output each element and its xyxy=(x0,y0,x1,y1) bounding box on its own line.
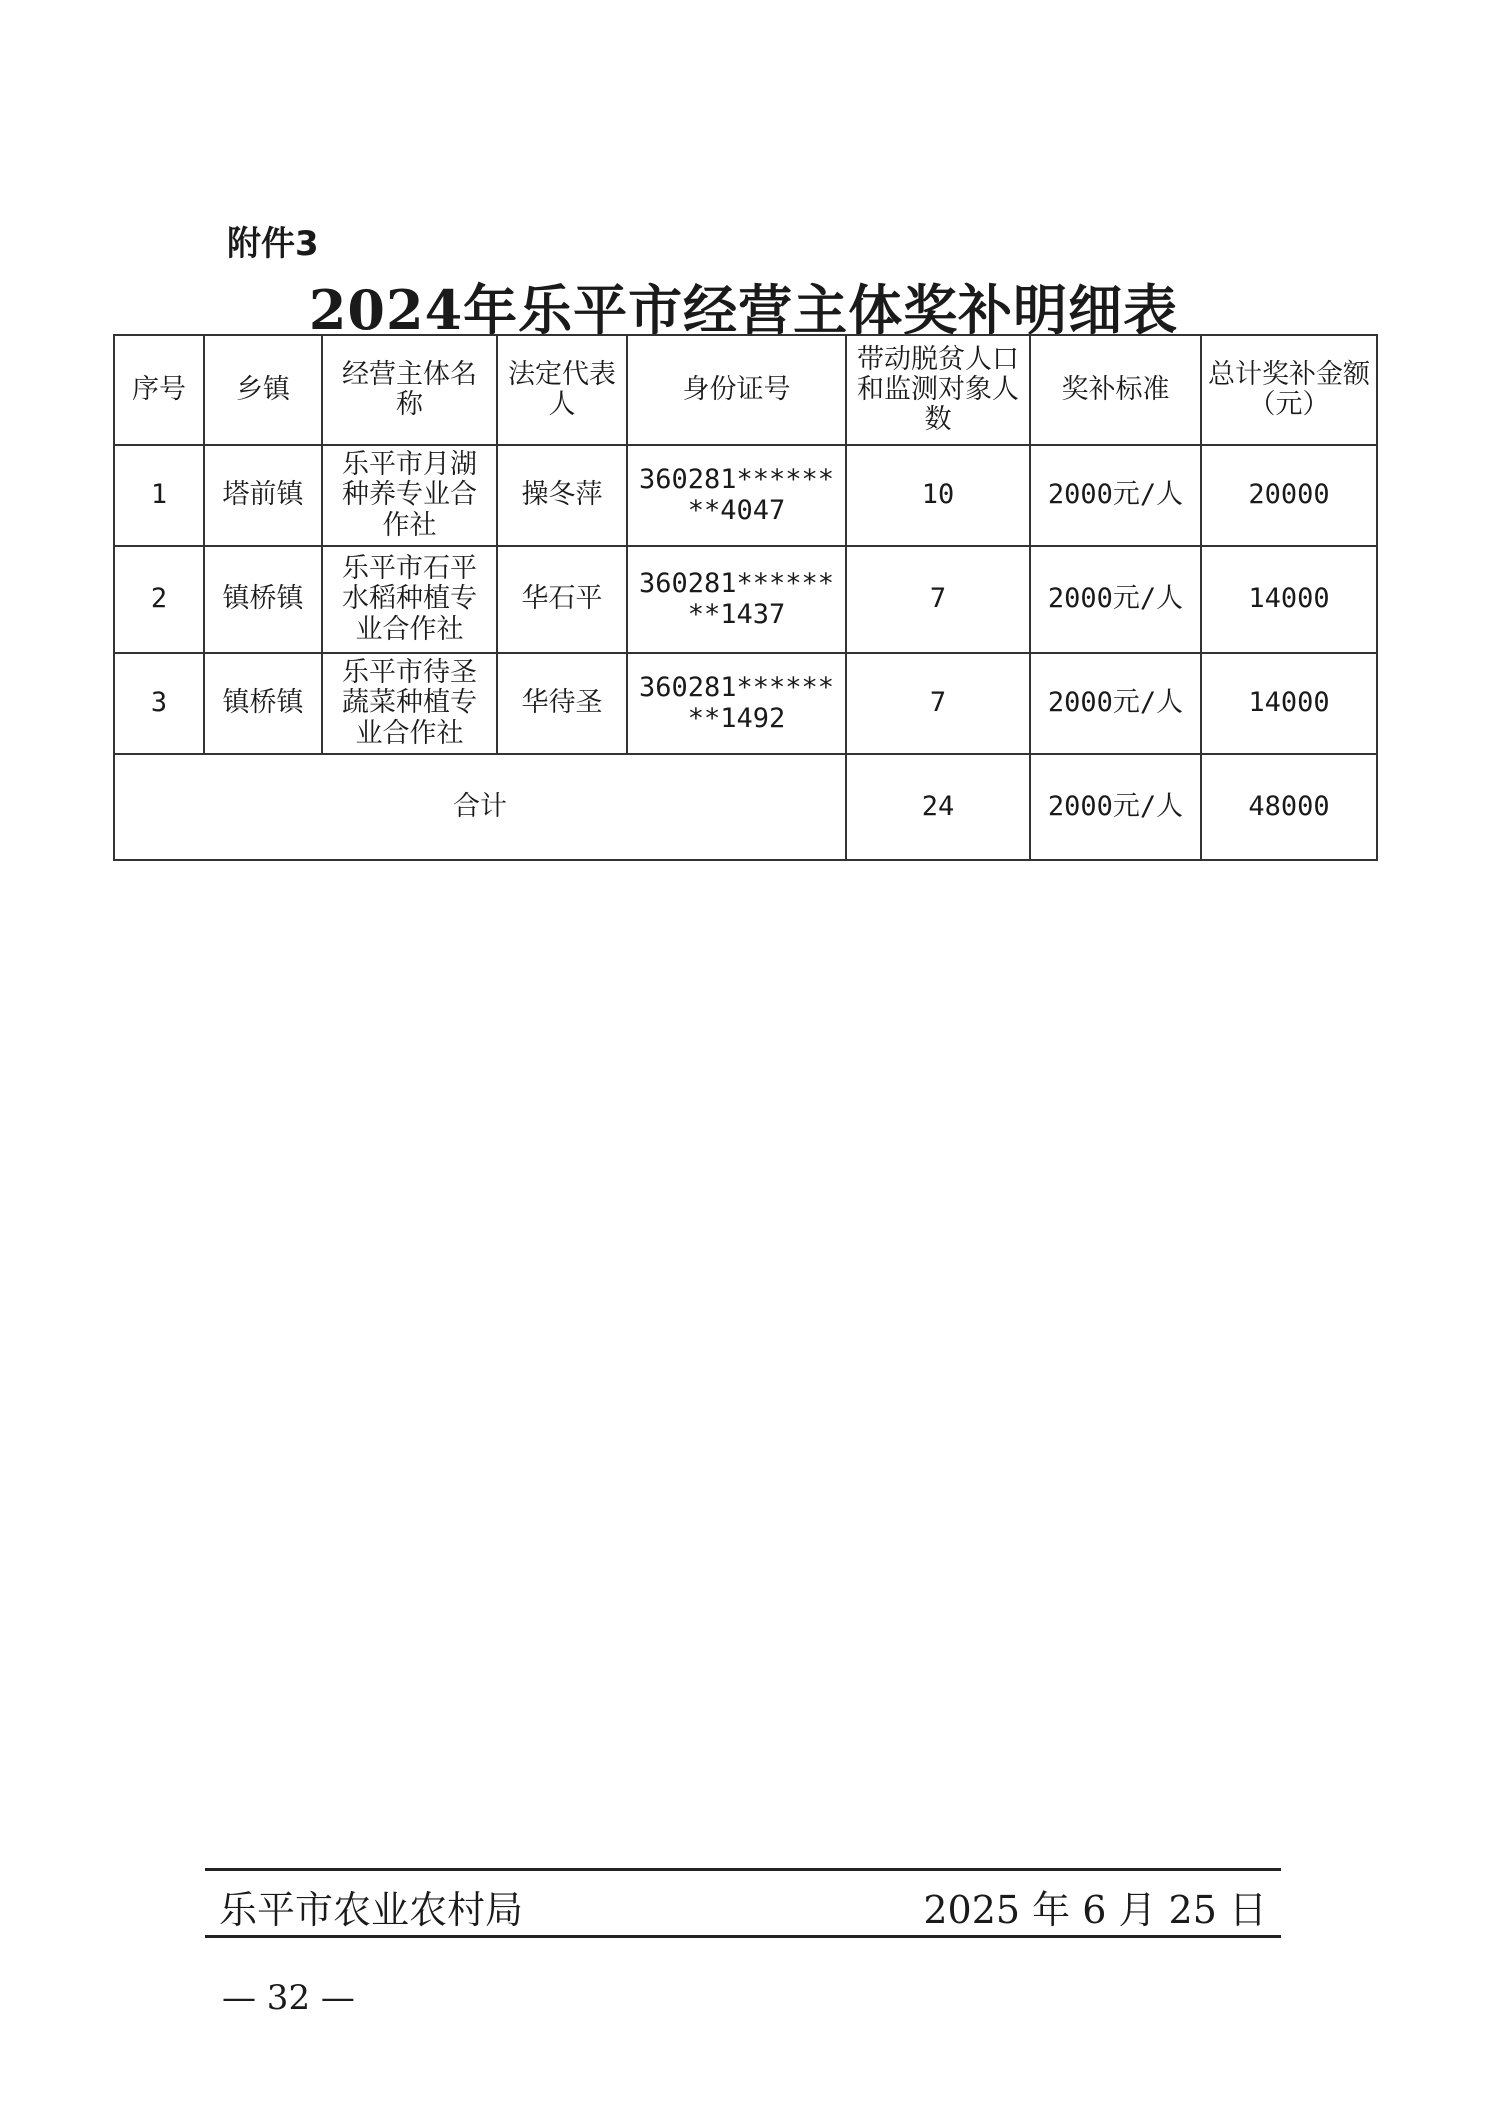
table-cell: 乐平市月湖种养专业合作社 xyxy=(322,445,497,546)
table-cell: 华石平 xyxy=(497,546,627,653)
total-amount: 48000 xyxy=(1201,754,1377,860)
page-number: — 32 — xyxy=(222,1978,355,2018)
table-cell: 2000元/人 xyxy=(1030,445,1201,546)
header-cell: 法定代表人 xyxy=(497,335,627,445)
table-cell: 塔前镇 xyxy=(204,445,322,546)
header-cell: 身份证号 xyxy=(627,335,846,445)
total-people: 24 xyxy=(846,754,1030,860)
table-cell: 7 xyxy=(846,546,1030,653)
document-footer xyxy=(205,1868,1281,1938)
issue-date: 2025 年 6 月 25 日 xyxy=(923,1888,1267,1932)
table-cell: 360281********1437 xyxy=(627,546,846,653)
table-cell: 乐平市待圣蔬菜种植专业合作社 xyxy=(322,653,497,754)
header-cell: 经营主体名称 xyxy=(322,335,497,445)
table-cell: 7 xyxy=(846,653,1030,754)
table-row xyxy=(114,653,1377,754)
table-header-row xyxy=(114,335,1377,445)
total-label: 合计 xyxy=(114,754,846,860)
table-cell: 操冬萍 xyxy=(497,445,627,546)
issuing-organization: 乐平市农业农村局 xyxy=(219,1888,524,1932)
table-cell: 华待圣 xyxy=(497,653,627,754)
table-cell: 2000元/人 xyxy=(1030,653,1201,754)
header-cell: 总计奖补金额（元） xyxy=(1201,335,1377,445)
table-cell: 1 xyxy=(114,445,204,546)
total-row xyxy=(114,754,1377,860)
subsidy-table xyxy=(113,334,1378,861)
table-cell: 3 xyxy=(114,653,204,754)
table-cell: 2000元/人 xyxy=(1030,546,1201,653)
header-cell: 带动脱贫人口和监测对象人数 xyxy=(846,335,1030,445)
table-cell: 360281********1492 xyxy=(627,653,846,754)
table-cell: 360281********4047 xyxy=(627,445,846,546)
table-cell: 14000 xyxy=(1201,546,1377,653)
table-row xyxy=(114,445,1377,546)
table-cell: 镇桥镇 xyxy=(204,653,322,754)
attachment-label: 附件3 xyxy=(227,224,319,264)
total-standard: 2000元/人 xyxy=(1030,754,1201,860)
table-cell: 14000 xyxy=(1201,653,1377,754)
table-cell: 镇桥镇 xyxy=(204,546,322,653)
table-cell: 乐平市石平水稻种植专业合作社 xyxy=(322,546,497,653)
header-cell: 奖补标准 xyxy=(1030,335,1201,445)
header-cell: 乡镇 xyxy=(204,335,322,445)
table-cell: 10 xyxy=(846,445,1030,546)
table-row xyxy=(114,546,1377,653)
page-title: 2024年乐平市经营主体奖补明细表 xyxy=(308,278,1179,342)
table-cell: 2 xyxy=(114,546,204,653)
header-cell: 序号 xyxy=(114,335,204,445)
table-cell: 20000 xyxy=(1201,445,1377,546)
